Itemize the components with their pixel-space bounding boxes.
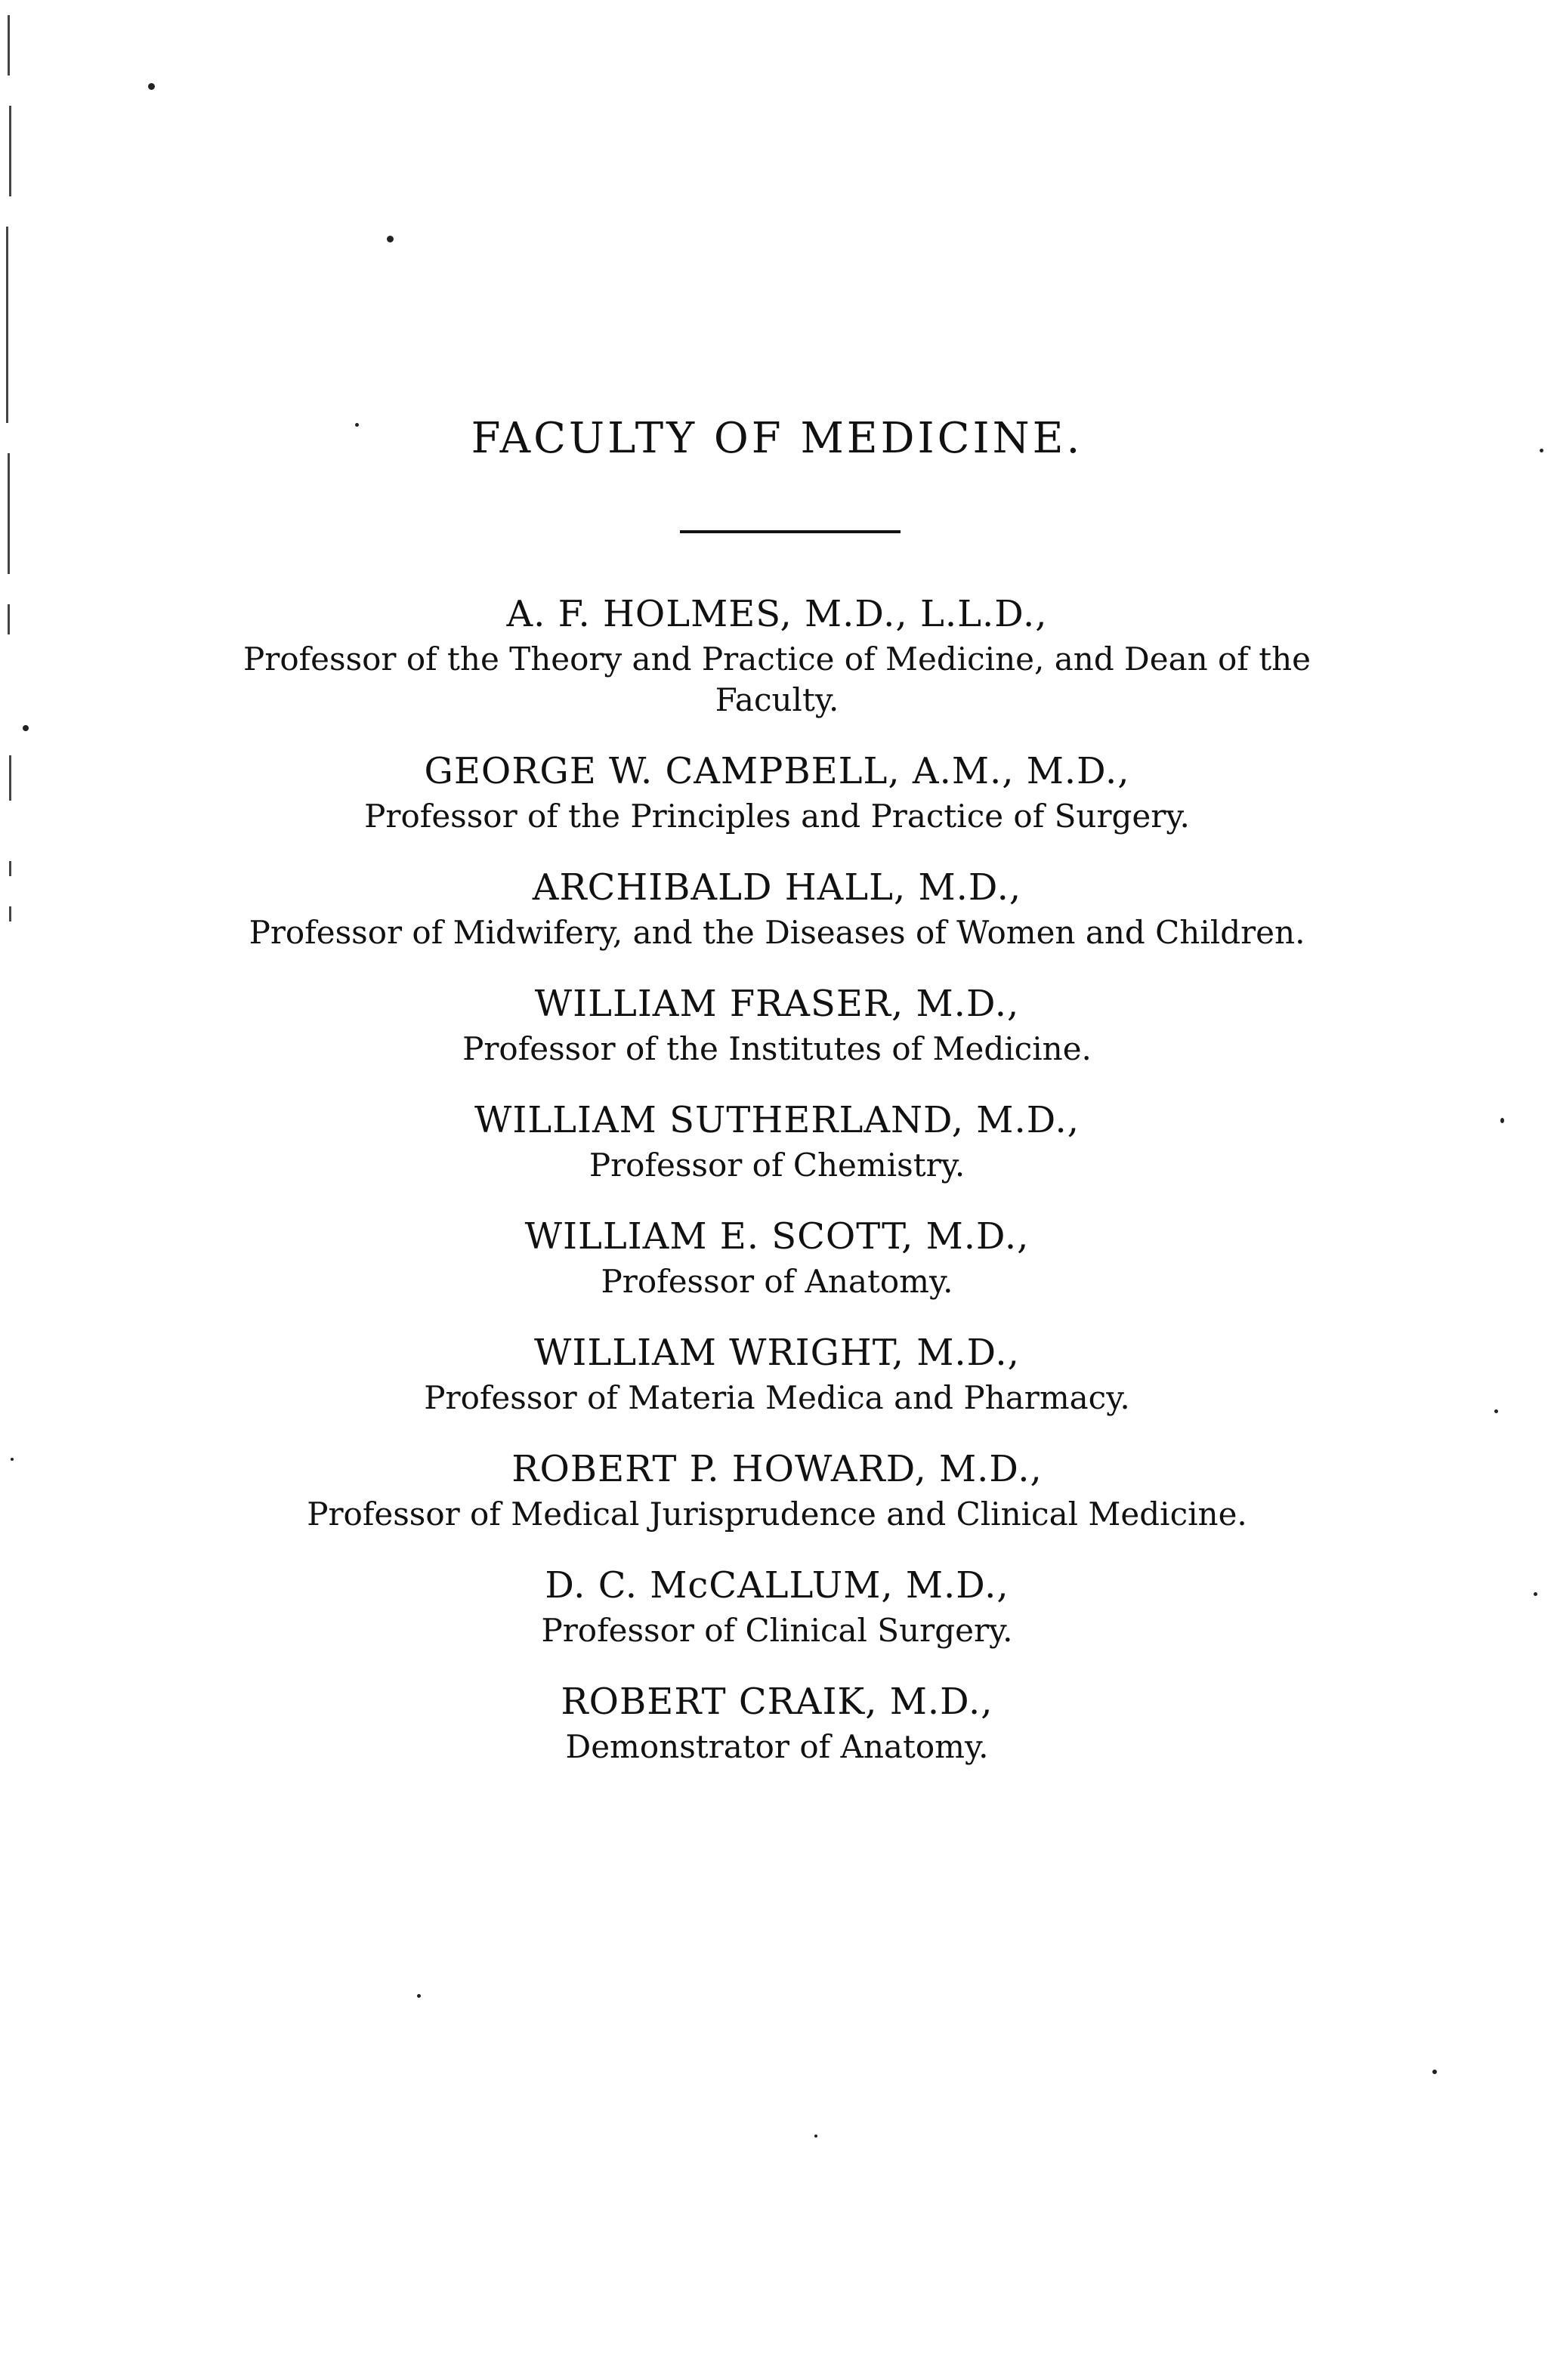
binding-edge-mark xyxy=(9,906,11,921)
scan-speck xyxy=(148,83,155,90)
faculty-name: WILLIAM SUTHERLAND, M.D., xyxy=(474,1099,1080,1141)
faculty-entry xyxy=(0,589,1554,721)
faculty-title: Professor of Materia Medica and Pharmacy. xyxy=(424,1379,1130,1416)
faculty-list xyxy=(0,589,1554,1793)
faculty-name: WILLIAM FRASER, M.D., xyxy=(534,983,1020,1025)
faculty-name: ROBERT P. HOWARD, M.D., xyxy=(511,1448,1043,1490)
faculty-entry xyxy=(0,1444,1554,1535)
binding-edge-mark xyxy=(8,604,10,634)
faculty-entry xyxy=(0,863,1554,953)
faculty-entry xyxy=(0,1212,1554,1302)
faculty-title: Professor of Anatomy. xyxy=(601,1263,953,1300)
faculty-title: Professor of Medical Jurisprudence and Clinical Medicine. xyxy=(307,1496,1247,1533)
faculty-name: GEORGE W. CAMPBELL, A.M., M.D., xyxy=(424,750,1130,792)
binding-edge-mark xyxy=(9,861,11,876)
scan-speck xyxy=(11,1458,14,1461)
scan-speck xyxy=(417,1994,421,1998)
faculty-title: Professor of the Institutes of Medicine. xyxy=(462,1030,1092,1067)
scan-speck xyxy=(23,725,29,731)
scan-speck xyxy=(1534,1592,1537,1596)
heading-rule xyxy=(680,530,901,533)
faculty-entry xyxy=(0,1677,1554,1767)
scan-speck xyxy=(1432,2070,1437,2074)
page-heading: FACULTY OF MEDICINE. xyxy=(471,414,1083,463)
faculty-entry xyxy=(0,1328,1554,1418)
faculty-name: WILLIAM WRIGHT, M.D., xyxy=(534,1332,1020,1374)
faculty-entry xyxy=(0,746,1554,837)
scan-speck xyxy=(355,423,359,427)
binding-edge-mark xyxy=(8,453,10,574)
binding-edge-mark xyxy=(9,106,11,196)
scan-speck xyxy=(387,236,394,242)
scan-speck xyxy=(814,2135,817,2138)
scan-speck xyxy=(1494,1409,1498,1413)
faculty-name: ROBERT CRAIK, M.D., xyxy=(561,1681,993,1723)
faculty-title: Demonstrator of Anatomy. xyxy=(565,1728,989,1765)
faculty-title: Professor of Midwifery, and the Diseases of Women and Children. xyxy=(249,914,1305,951)
faculty-name: A. F. HOLMES, M.D., L.L.D., xyxy=(506,593,1048,635)
faculty-title: Professor of the Theory and Practice of Medicine, and Dean of the Faculty. xyxy=(243,641,1311,718)
binding-edge-mark xyxy=(8,15,10,76)
faculty-entry xyxy=(0,979,1554,1070)
scan-speck xyxy=(1540,449,1543,452)
faculty-title: Professor of Chemistry. xyxy=(589,1147,965,1184)
faculty-name: ARCHIBALD HALL, M.D., xyxy=(532,866,1022,909)
faculty-name: WILLIAM E. SCOTT, M.D., xyxy=(524,1215,1030,1258)
faculty-entry xyxy=(0,1560,1554,1651)
binding-edge-mark xyxy=(6,227,8,423)
scan-speck xyxy=(1500,1118,1504,1123)
faculty-title: Professor of Clinical Surgery. xyxy=(541,1612,1013,1649)
binding-edge-mark xyxy=(9,755,11,801)
faculty-name: D. C. McCALLUM, M.D., xyxy=(545,1564,1009,1607)
faculty-entry xyxy=(0,1095,1554,1186)
faculty-title: Professor of the Principles and Practice of Surgery. xyxy=(364,798,1190,835)
